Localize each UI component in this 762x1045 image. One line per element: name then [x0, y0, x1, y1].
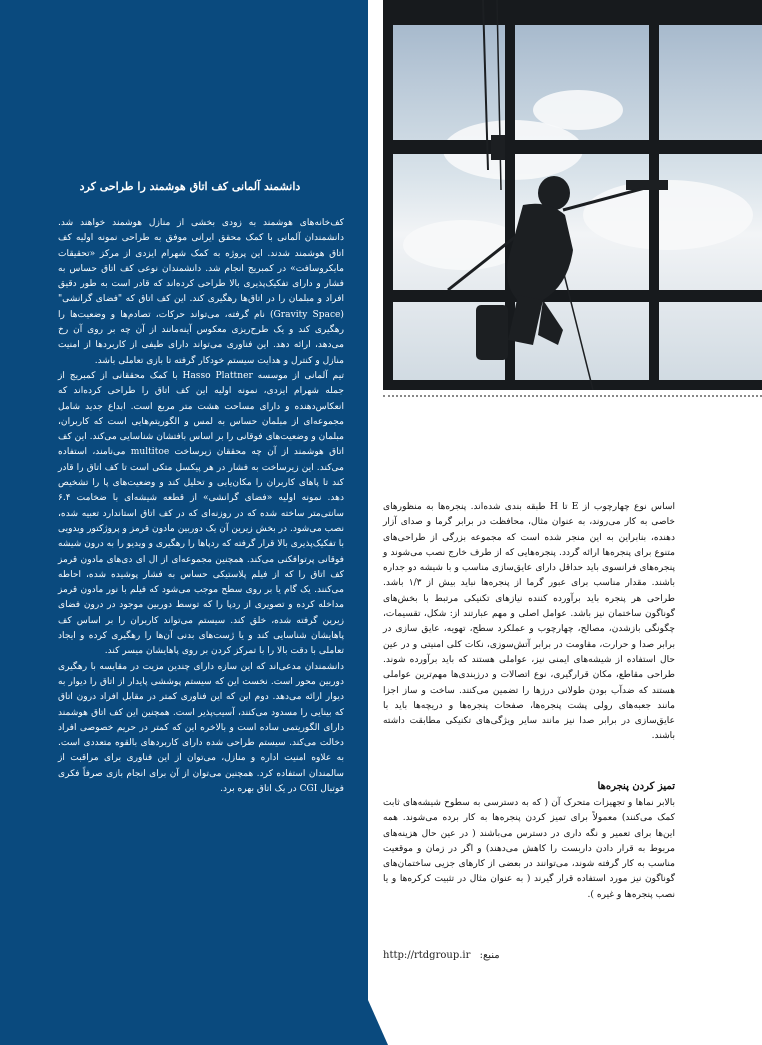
section-heading: تمیز کردن پنجره‌ها — [597, 781, 675, 792]
panel-corner-accent — [368, 1000, 388, 1045]
photo-divider — [383, 395, 762, 397]
source-url[interactable]: http://rtdgroup.ir — [383, 950, 471, 961]
article-title: دانشمند آلمانی کف اتاق هوشمند را طراحی کرد — [79, 180, 301, 193]
article-paragraph-1: کف‌خانه‌های هوشمند به زودی بخشی از منازل هوشمند خواهند شد. دانشمندان آلمانی با کمک محقق ایرانی موفق به طراحی نمونه اولیه کف اتاق هوشمند شدند. این پروژه به کمک شهرام ایزدی از مرکز «تحقیقات مایکروسافت» در کمبریج انجام شد. دانشمندان نوعی کف اتاق حساس به فشار و دارای تفکیک‌پذیری بالا طراحی کرده‌اند که قادر است به طور دقیق افراد و مبلمان را در اتاق‌ها رهگیری کند. این کف اتاق که "فضای گرانشی" (Gravity Space) نام گرفته، می‌تواند حرکات، تصادم‌ها و وضعیت‌ها را رهگیری کند و یک طرح‌ریزی معکوس آینه‌مانند از آن چه بر روی آن رخ می‌دهد، ارائه دهد. این فناوری می‌تواند دارای طیفی از کاربردها از امنیت منازل و کنترل و هدایت سیستم خودکار گرفته تا بازی تعاملی باشد. — [58, 218, 344, 366]
right-paragraph-1: اساس نوع چهارچوب از E تا H طبقه بندی شده‌اند. پنجره‌ها به منظورهای خاصی به کار می‌روند، به عنوان مثال، محافظت در برابر گرما و صدای آزار دهنده، بنابراین به این منجر شده است که مجموعه بزرگی از طراحی‌های متنوع برای پنجره‌ها ارائه گردد. پنجره‌هایی که از طرف خارج نصب می‌شوند و پنجره‌های فرانسوی باید حداقل دارای عایق‌سازی مناسب و با شیشه دو جداره باشند. مقدار مناسب برای عبور گرما از پنجره‌ها نباید بیش از ۱/۳ باشد. طراحی هر پنجره باید برآورده کننده نیازهای تکنیکی مرتبط با بخش‌های گوناگون ساختمان نیز باشد. عوامل اصلی و مهم عبارتند از: شکل، تقسیمات، چگونگی بازشدن، مصالح، چهارچوب و عملکرد سطح، تهویه، عایق سازی در برابر صدا و حرارت، مقاومت در برابر آتش‌سوزی، نکات کلی امنیتی و در عین حال استفاده از شیشه‌های ایمنی نیز، عواملی هستند که باید برآورده شوند. طراحی مقاطع، مکان قرارگیری، نوع اتصالات و درزبندی‌ها مهم‌ترین عواملی هستند که ضدآب بودن طولانی درزها را تضمین می‌کنند. ساخت و ساز اجزا مانند جعبه‌های رولی پشت پنجره‌ها، صفحات پنجره‌ها و دریچه‌ها باید با عایق‌سازی در برابر صدا نیز مانند سایر ویژگی‌های تکنیکی مطابقت داشته باشند. — [383, 502, 675, 742]
article-paragraph-3: دانشمندان مدعی‌اند که این سازه دارای چندین مزیت در مقایسه با رهگیری دوربین محور است. نخست این که سیستم پوششی پایدار از اتاق را دیوار به دیوار ارائه می‌دهد. دوم این که این فناوری کمتر در مقابل افراد درون اتاق که بینایی را مسدود می‌کنند، آسیب‌پذیر است. همچنین این کف اتاق هوشمند دارای الگوریتمی ساده است و بالاخره این که کمتر در حریم خصوصی افراد دخالت می‌کند. سیستم طراحی شده دارای کاربردهای بالقوه متعددی است. به علاوه امنیت اداره و منازل، می‌توان از این فناوری برای مراقبت از سالمندان استفاده کرد. همچنین می‌توان از آن برای انجام بازی صرفاً فکری فوتبال CGI در یک اتاق بهره برد. — [58, 661, 344, 794]
window-cleaner-photo — [383, 0, 762, 390]
source-label: منبع: — [479, 950, 500, 961]
window-cleaner-silhouette — [383, 0, 762, 390]
source-line — [383, 950, 500, 961]
article-body — [58, 216, 344, 797]
article-paragraph-2: تیم آلمانی از موسسه Hasso Plattner با کمک محققانی از کمبریج از جمله شهرام ایزدی، نمونه اولیه این کف اتاق را طراحی کرده‌اند که انعکاس‌دهنده و دارای مساحت هشت متر مربع است. ابداع جدید شامل مجموعه‌ای از مبلمان حساس به لمس و الگوریتم‌هایی است که کاربران، مبلمان و وضعیت‌های فوقانی را بر اساس بافتشان شناسایی می‌کند. این کف اتاق هوشمند از آن چه محققان زیرساخت multitoe می‌نامند، استفاده می‌کند. این زیرساخت به فشار در هر پیکسل متکی است تا کف اتاق را قادر کند تا پاهای کاربران را مکان‌یابی و تحلیل کند و وضعیت‌های پا را تشخیص دهد. نمونه اولیه «فضای گرانشی» از قطعه شیشه‌ای با ضخامت ۶.۴ سانتی‌متر ساخته شده که در روزنه‌ای که در کف اتاق استاندارد تعبیه شده، نصب می‌شود. در بخش زیرین آن یک دوربین مادون قرمز و پروژکتور ویدویی با تفکیک‌پذیری بالا قرار گرفته که ردپاها را رهگیری و ویدیو را به درون شیشه فوقانی پرتوافکنی می‌کند. همچنین مجموعه‌ای از ال ای دی‌های مادون قرمز کف اتاق را که از فیلم پلاستیکی حساس به فشار پوشیده شده، احاطه می‌کنند. یک گام یا بر روی سطح موجب می‌شود که فیلم با نور مادون قرمز مداخله کرده و تصویری از ردپا را که توسط دوربین موجود در درون فضای زیرین گرفته شده، خلق کند. سیستم می‌تواند کاربران را بر اساس کف پاهایشان شناسایی کند و یا ژست‌های بدنی آن‌ها را رهگیری کرده و ایجاد تعاملی با دقت بالا را با تمرکز کردن بر روی پاهایشان میسر کند. — [58, 370, 344, 657]
right-paragraph-2: بالابر نماها و تجهیزات متحرک آن ( که به دسترسی به سطوح شیشه‌های ثابت کمک می‌کنند) معمولاً برای تمیز کردن پنجره‌ها به کار برده می‌شوند. همه این‌ها برای تعمیر و نگه داری در دسترس می‌باشند ( در عین حال هزینه‌های مربوط به قرار دادن داربست را کاهش می‌دهند) و اگر در زمان و موقعیت مناسب به کار گرفته شوند، می‌توانند در بعضی از کارهای جزیی ساختمان‌های گوناگون نیز مورد استفاده قرار گیرند ( به عنوان مثال در تثبیت کرکره‌ها و یا نصب پنجره‌ها و غیره ). — [383, 798, 675, 900]
